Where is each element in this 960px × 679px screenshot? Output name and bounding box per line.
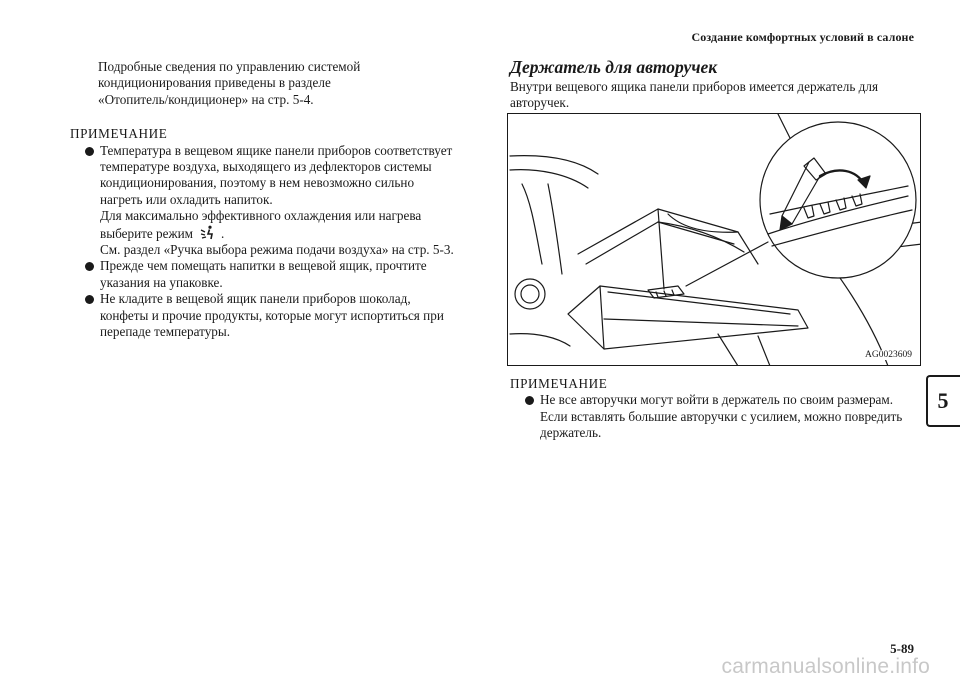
section-title: Держатель для авторучек xyxy=(510,57,718,77)
text-line-mode xyxy=(100,225,480,242)
text-line: Температура в вещевом ящике панели приборов соответствует xyxy=(100,142,453,158)
bullet-dot-icon xyxy=(525,396,534,405)
note-bullet-temperature xyxy=(70,143,480,259)
glovebox-line-drawing xyxy=(508,114,921,366)
text-line: конфеты и прочие продукты, которые могут испортиться при xyxy=(100,307,444,323)
text-line: указания на упаковке. xyxy=(100,274,223,290)
text-line: Для максимально эффективного охлаждения или нагрева xyxy=(100,208,422,224)
running-header: Создание комфортных условий в салоне xyxy=(691,30,914,44)
floor-vent-mode-icon xyxy=(199,225,219,241)
chapter-tab: 5 xyxy=(926,375,960,427)
right-column xyxy=(510,57,920,112)
note-title: ПРИМЕЧАНИЕ xyxy=(510,376,608,391)
figure-code: AG0023609 xyxy=(865,350,912,360)
intro-paragraph xyxy=(70,59,480,108)
text-line: держатель. xyxy=(540,425,602,441)
bullet-dot-icon xyxy=(85,262,94,271)
text-line: Не кладите в вещевой ящик панели приборов шоколад, xyxy=(100,291,411,307)
watermark: carmanualsonline.info xyxy=(721,655,930,678)
text-line: Прежде чем помещать напитки в вещевой ящик, прочтите xyxy=(100,258,427,274)
pen-holder-illustration xyxy=(507,113,921,366)
text-line: Не все авторучки могут войти в держатель по своим размерам. xyxy=(540,392,894,408)
text-line: кондиционирования приведены в разделе xyxy=(98,75,331,91)
text-line: Подробные сведения по управлению системой xyxy=(98,59,361,74)
text-line: «Отопитель/кондиционер» на стр. 5-4. xyxy=(98,91,314,107)
note-bullet-perishables xyxy=(70,291,480,340)
bullet-dot-icon xyxy=(85,147,94,156)
bullet-dot-icon xyxy=(85,295,94,304)
text-line: авторучек. xyxy=(510,95,570,111)
text-line: См. раздел «Ручка выбора режима подачи воздуха» на стр. 5-3. xyxy=(100,242,454,258)
text-line: кондиционирования, поэтому в нем невозможно сильно xyxy=(100,175,415,191)
mode-prefix: выберите режим xyxy=(100,225,194,241)
page-number: 5-89 xyxy=(890,641,914,656)
section-intro xyxy=(510,79,920,112)
note-title: ПРИМЕЧАНИЕ xyxy=(70,126,168,142)
text-line: Внутри вещевого ящика панели приборов имеется держатель для xyxy=(510,79,879,94)
text-line: перепаде температуры. xyxy=(100,324,231,340)
mode-suffix: . xyxy=(221,225,225,241)
left-column xyxy=(70,59,480,341)
text-line: температуре воздуха, выходящего из дефлекторов системы xyxy=(100,159,432,175)
right-note xyxy=(510,376,920,442)
note-bullet-packaging xyxy=(70,258,480,291)
note-bullet-pen-size xyxy=(510,392,920,441)
text-line: Если вставлять большие авторучки с усилием, можно повредить xyxy=(540,408,903,424)
text-line: нагреть или охладить напиток. xyxy=(100,191,273,207)
